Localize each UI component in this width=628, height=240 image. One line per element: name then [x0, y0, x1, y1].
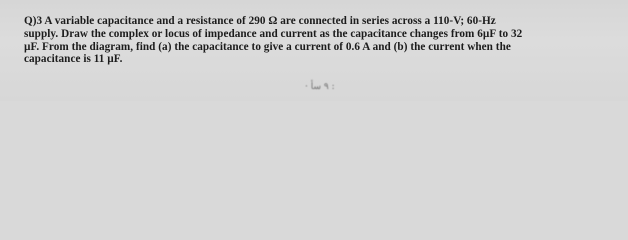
question-line-2: supply. Draw the complex or locus of impedance and current as the capacitance changes from 6µF to 32: [24, 27, 523, 40]
document-page: [0, 0, 628, 101]
question-line-3: µF. From the diagram, find (a) the capacitance to give a current of 0.6 A and (b) the current when the: [24, 40, 511, 53]
question-line-4: capacitance is 11 µF.: [24, 53, 123, 66]
question-line-1: Q)3 A variable capacitance and a resistance of 290 Ω are connected in series across a 110-V; 60-Hz: [24, 15, 496, 27]
handwritten-mark: · ٩ ﺳﺄ :: [305, 82, 335, 92]
question-text: [24, 15, 614, 66]
